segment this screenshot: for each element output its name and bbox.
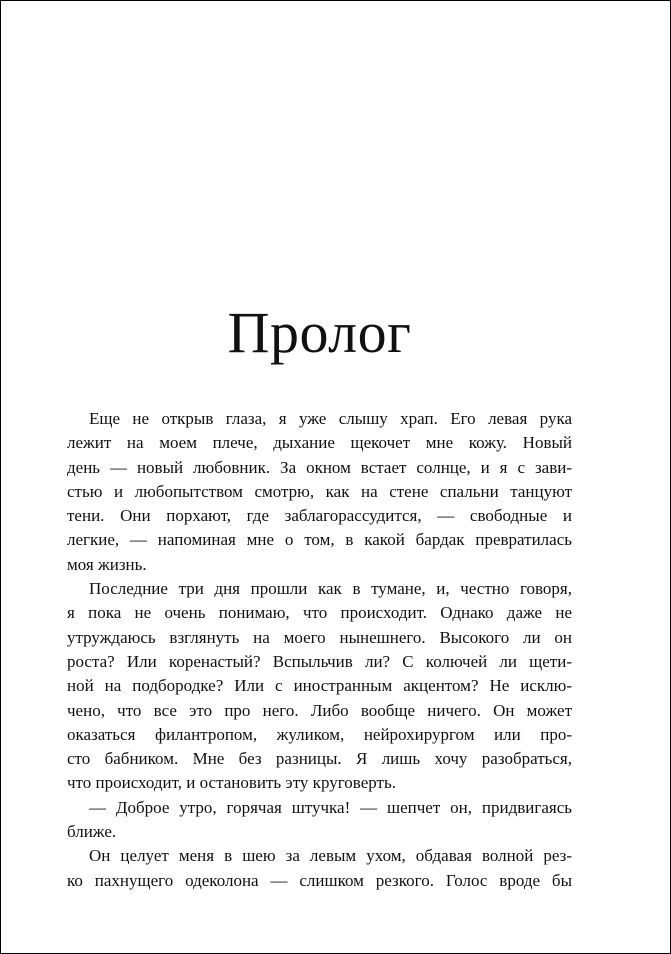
body-text [67, 407, 572, 893]
text-line: утруждаюсь взглянуть на моего нынешнего. Высокого ли он [67, 627, 572, 647]
text-line: оказаться филантропом, жуликом, нейрохирургом или про- [67, 724, 572, 744]
text-line: что происходит, и остановить эту круговерть. [67, 773, 396, 793]
text-line: лежит на моем плече, дыхание щекочет мне кожу. Новый [67, 433, 572, 453]
text-line: моя жизнь. [67, 554, 147, 574]
text-line: роста? Или коренастый? Вспыльчив ли? С колючей ли щети- [67, 651, 572, 671]
text-line: — Доброе утро, горячая штучка! — шепчет он, придвигаясь [89, 797, 572, 817]
text-line: легкие, — напоминая мне о том, в какой бардак превратилась [67, 530, 572, 550]
chapter-title: Пролог [227, 300, 412, 365]
text-line: сто бабником. Мне без разницы. Я лишь хочу разобраться, [67, 749, 572, 769]
text-line: ко пахнущего одеколона — слишком резкого. Голос вроде бы [67, 870, 572, 890]
text-line: ближе. [67, 822, 117, 842]
text-line: день — новый любовник. За окном встает солнце, и я с зави- [67, 457, 572, 477]
text-line: я пока не очень понимаю, что происходит. Однако даже не [67, 603, 572, 623]
text-line: тени. Они порхают, где заблагорассудится, — свободные и [67, 506, 572, 526]
text-line: чено, что все это про него. Либо вообще ничего. Он может [67, 700, 572, 720]
text-line: стью и любопытством смотрю, как на стене спальни танцуют [67, 481, 572, 501]
text-line: ной на подбородке? Или с иностранным акцентом? Не исклю- [67, 676, 572, 696]
text-line: Он целует меня в шею за левым ухом, обдавая волной рез- [89, 846, 572, 866]
text-line: Последние три дня прошли как в тумане, и, честно говоря, [89, 579, 572, 599]
text-line: Еще не открыв глаза, я уже слышу храп. Его левая рука [89, 409, 572, 428]
